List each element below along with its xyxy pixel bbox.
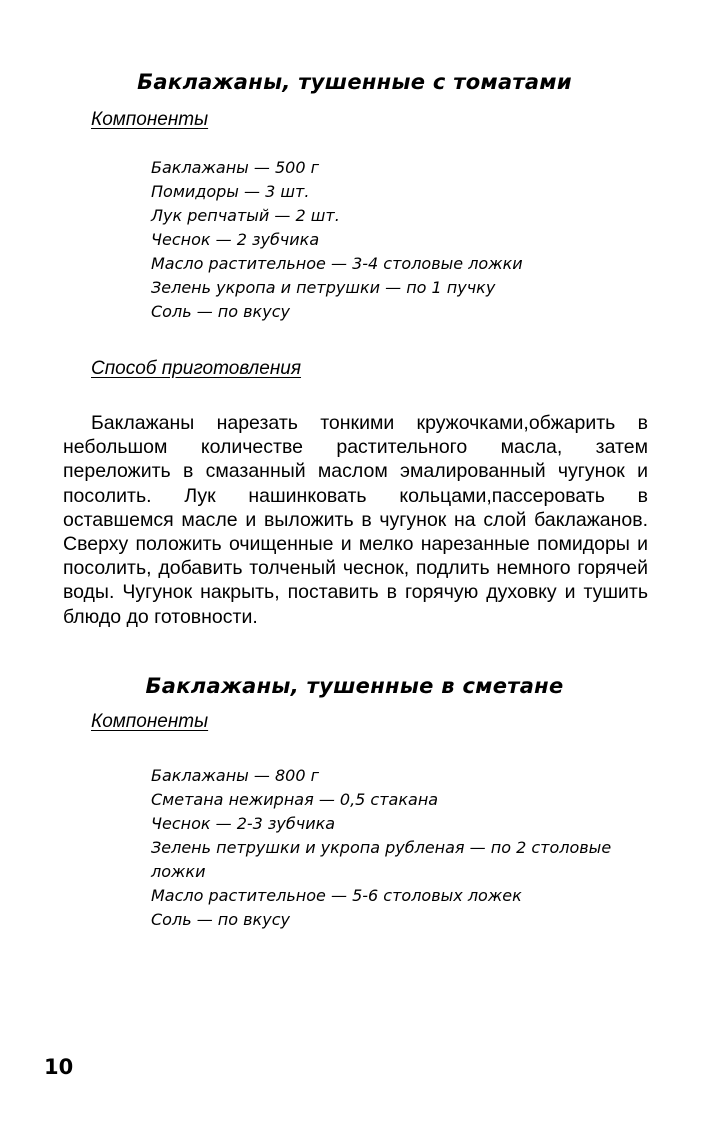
components-heading: Компоненты bbox=[91, 711, 209, 732]
ingredient-item: Зелень петрушки и укропа рубленая — по 2 столовые ложки bbox=[151, 838, 612, 881]
recipe-title: Баклажаны, тушенные с томатами bbox=[137, 70, 572, 94]
ingredient-item: Зелень укропа и петрушки — по 1 пучку bbox=[151, 278, 496, 297]
ingredient-item: Чеснок — 2-3 зубчика bbox=[151, 814, 336, 833]
ingredient-list bbox=[151, 764, 631, 932]
ingredient-item: Соль — по вкусу bbox=[151, 302, 290, 321]
ingredient-item: Баклажаны — 800 г bbox=[151, 766, 319, 785]
ingredient-item: Соль — по вкусу bbox=[151, 910, 290, 929]
ingredient-item: Масло растительное — 3-4 столовые ложки bbox=[151, 254, 523, 273]
method-heading: Способ приготовления bbox=[91, 358, 302, 379]
ingredient-item: Масло растительное — 5-6 столовых ложек bbox=[151, 886, 522, 905]
ingredient-item: Сметана нежирная — 0,5 стакана bbox=[151, 790, 439, 809]
ingredient-item: Чеснок — 2 зубчика bbox=[151, 230, 320, 249]
ingredient-item: Лук репчатый — 2 шт. bbox=[151, 206, 340, 225]
components-heading: Компоненты bbox=[91, 109, 209, 130]
recipe-title: Баклажаны, тушенные в сметане bbox=[145, 674, 564, 698]
method-paragraph: Баклажаны нарезать тонкими кружочками,обжарить в небольшом количестве растительного масла, затем переложить в смазанный маслом эмалированный чугунок и посолить. Лук нашинковать кольцами,пассеровать в оставшемся масле и выложить в чугунок на слой баклажанов. Сверху положить очищенные и мелко нарезанные помидоры и посолить, добавить толченый чеснок, подлить немного горячей воды. Чугунок накрыть, поставить в горячую духовку и тушить блюдо до готовности. bbox=[63, 412, 648, 628]
ingredient-item: Помидоры — 3 шт. bbox=[151, 182, 310, 201]
ingredient-item: Баклажаны — 500 г bbox=[151, 158, 319, 177]
page-number: 10 bbox=[44, 1055, 74, 1079]
ingredient-list bbox=[151, 156, 641, 324]
